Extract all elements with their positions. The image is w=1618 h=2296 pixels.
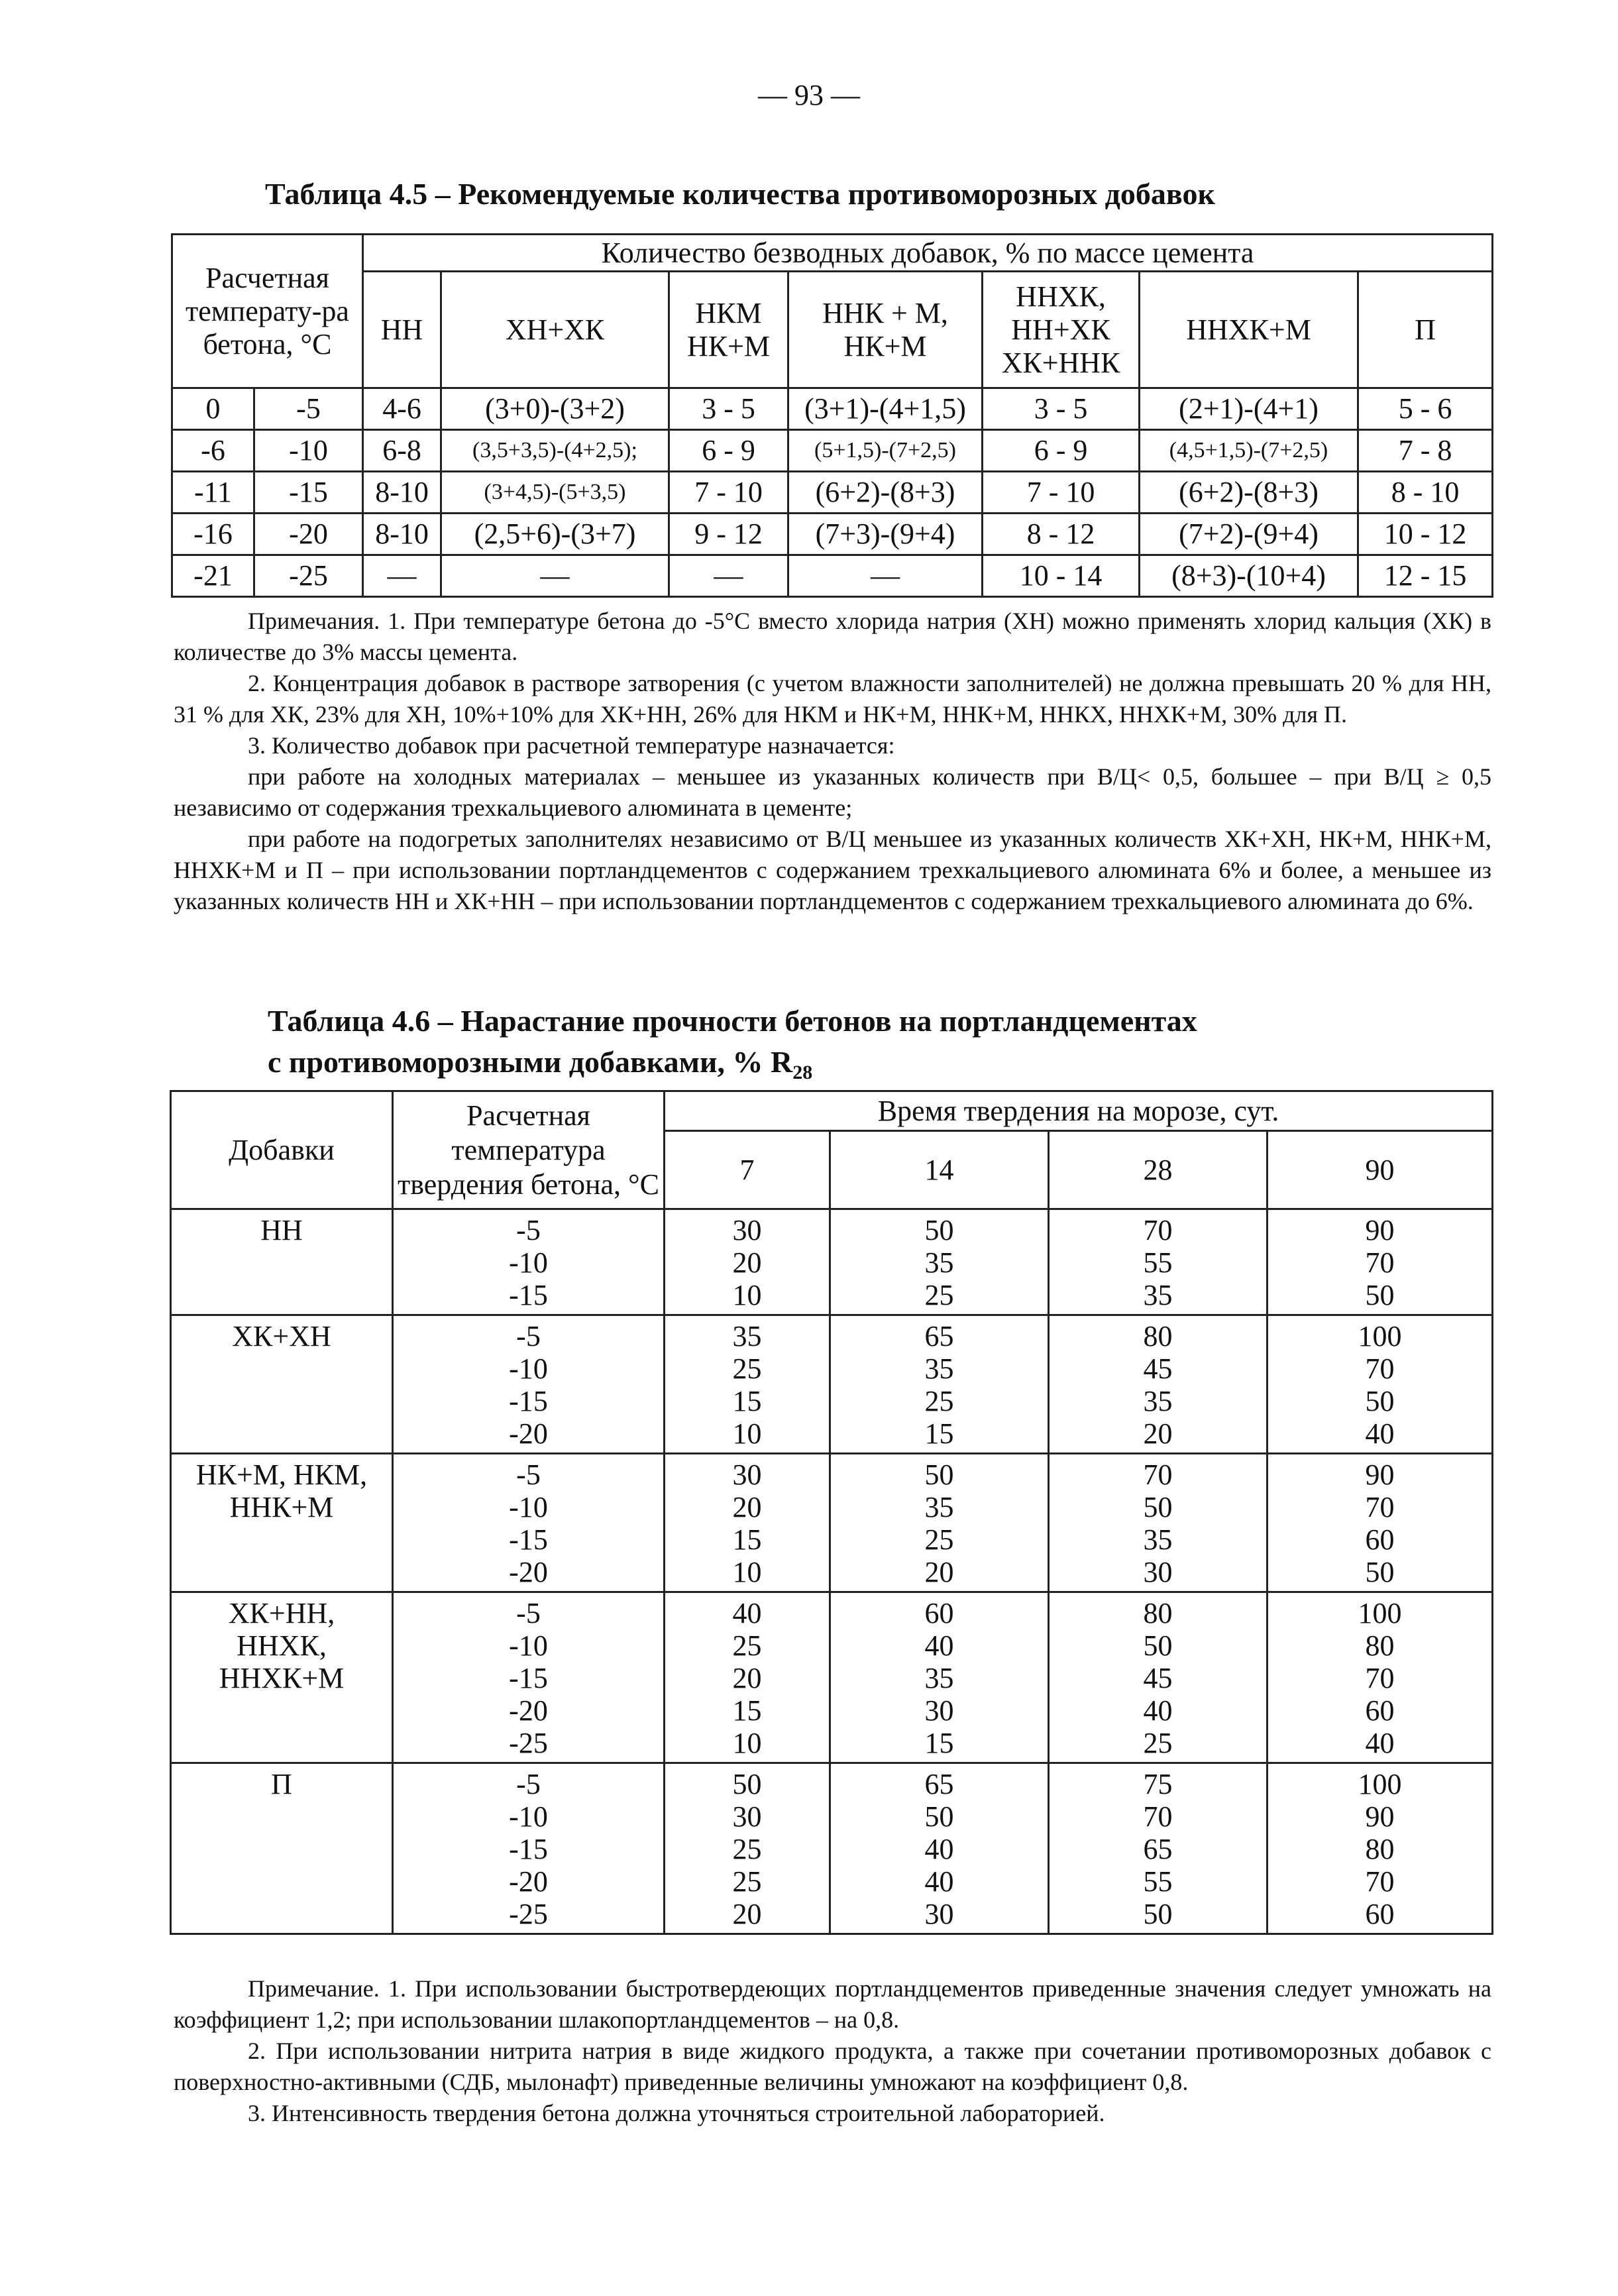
table-cell: (5+1,5)-(7+2,5) (788, 430, 983, 472)
table-cell: 5 - 6 (1358, 388, 1493, 430)
additive-cell: НК+М, НКМ, ННК+М (171, 1454, 393, 1592)
temperature-header: Расчетная температу-ра бетона, °C (172, 235, 363, 388)
curing-temperature-header: Расчетная температура твердения бетона, °С (393, 1091, 665, 1209)
strength-cell: 30 20 15 10 (665, 1454, 830, 1592)
amount-header: Количество безводных добавок, % по массе цемента (363, 235, 1493, 272)
table-row-group (171, 1592, 1493, 1763)
table-cell: — (669, 555, 788, 597)
table-cell: 6 - 9 (669, 430, 788, 472)
column-header: П (1358, 272, 1493, 388)
table-cell: -20 (254, 514, 363, 555)
strength-cell: 50 35 25 (830, 1209, 1049, 1315)
strength-cell: 80 50 45 40 25 (1049, 1592, 1267, 1763)
table-4-6 (170, 1090, 1493, 1935)
table-cell: (7+2)-(9+4) (1140, 514, 1358, 555)
table-cell: 4-6 (363, 388, 441, 430)
strength-cell: 40 25 20 15 10 (665, 1592, 830, 1763)
table-cell: 0 (172, 388, 254, 430)
table-cell: -5 (254, 388, 363, 430)
strength-cell: 100 80 70 60 40 (1267, 1592, 1493, 1763)
strength-cell: 70 55 35 (1049, 1209, 1267, 1315)
strength-cell: 65 35 25 15 (830, 1315, 1049, 1454)
table-cell: (3,5+3,5)-(4+2,5); (441, 430, 669, 472)
day-header: 7 (665, 1131, 830, 1209)
additive-cell: П (171, 1763, 393, 1934)
strength-cell: 30 20 10 (665, 1209, 830, 1315)
additive-header: Добавки (171, 1091, 393, 1209)
table-cell: 10 - 14 (983, 555, 1140, 597)
strength-cell: 65 50 40 40 30 (830, 1763, 1049, 1934)
day-header: 90 (1267, 1131, 1493, 1209)
table-row (172, 555, 1493, 597)
table-cell: (3+0)-(3+2) (441, 388, 669, 430)
column-header: НКМ НК+М (669, 272, 788, 388)
table-cell: (4,5+1,5)-(7+2,5) (1140, 430, 1358, 472)
table-cell: 8 - 10 (1358, 472, 1493, 514)
note-paragraph: 3. Количество добавок при расчетной температуре назначается: (248, 732, 895, 759)
table-row (172, 472, 1493, 514)
table-4-5-body (172, 388, 1493, 597)
table-cell: (3+1)-(4+1,5) (788, 388, 983, 430)
strength-cell: 35 25 15 10 (665, 1315, 830, 1454)
table-cell: -16 (172, 514, 254, 555)
column-header: ХН+ХК (441, 272, 669, 388)
additive-cell: ХК+ХН (171, 1315, 393, 1454)
table-cell: 8-10 (363, 472, 441, 514)
temperature-cell: -5 -10 -15 (393, 1209, 665, 1315)
strength-cell: 75 70 65 55 50 (1049, 1763, 1267, 1934)
note-paragraph: 2. Концентрация добавок в растворе затворения (с учетом влажности заполнителей) не должна превышать 20 % для НН, 31 % для ХК, 23% для ХН, 10%+10% для ХК+НН, 26% для НКМ и НК+М, ННК+М, ННКХ, ННХК+М, 30% для П. (174, 670, 1491, 728)
additive-cell: ХК+НН, ННХК, ННХК+М (171, 1592, 393, 1763)
additive-cell: НН (171, 1209, 393, 1315)
table-cell: -10 (254, 430, 363, 472)
strength-cell: 50 35 25 20 (830, 1454, 1049, 1592)
table-cell: -6 (172, 430, 254, 472)
table-cell: (3+4,5)-(5+3,5) (441, 472, 669, 514)
column-header: ННХК, НН+ХК ХК+ННК (983, 272, 1140, 388)
table-row-group (171, 1209, 1493, 1315)
table-cell: 7 - 8 (1358, 430, 1493, 472)
strength-cell: 100 90 80 70 60 (1267, 1763, 1493, 1934)
time-header: Время твердения на морозе, сут. (665, 1091, 1493, 1131)
table-cell: (6+2)-(8+3) (788, 472, 983, 514)
table-cell: 8-10 (363, 514, 441, 555)
strength-cell: 80 45 35 20 (1049, 1315, 1267, 1454)
table-cell: (7+3)-(9+4) (788, 514, 983, 555)
table-4-5-notes (174, 606, 1491, 917)
table-4-6-body (171, 1209, 1493, 1934)
note-paragraph: при работе на подогретых заполнителях независимо от В/Ц меньшее из указанных количеств ХК+ХН, НК+М, ННК+М, ННХК+М и П – при использовании портландцементов с содержанием трехкальциевого алюмината 6% и более, а меньшее из указанных количеств НН и ХК+НН – при использовании портландцементов с содержанием трехкальциевого алюмината до 6%. (174, 826, 1491, 914)
column-header: ННХК+М (1140, 272, 1358, 388)
strength-cell: 100 70 50 40 (1267, 1315, 1493, 1454)
temperature-cell: -5 -10 -15 -20 (393, 1315, 665, 1454)
note-paragraph: Примечания. 1. При температуре бетона до -5°С вместо хлорида натрия (ХН) можно применять хлорид кальция (ХК) в количестве до 3% массы цемента. (174, 608, 1491, 665)
strength-cell: 60 40 35 30 15 (830, 1592, 1049, 1763)
strength-cell: 70 50 35 30 (1049, 1454, 1267, 1592)
strength-cell: 90 70 50 (1267, 1209, 1493, 1315)
table-4-6-title-line2: с противоморозными добавками, % R (268, 1045, 793, 1079)
note-paragraph: при работе на холодных материалах – меньшее из указанных количеств при В/Ц< 0,5, большее – при В/Ц ≥ 0,5 независимо от содержания трехкальциевого алюмината в цементе; (174, 763, 1491, 821)
table-row (172, 430, 1493, 472)
table-row (172, 514, 1493, 555)
table-cell: — (788, 555, 983, 597)
table-row-group (171, 1454, 1493, 1592)
note-paragraph: 2. При использовании нитрита натрия в виде жидкого продукта, а также при сочетании противоморозных добавок с поверхностно-активными (СДБ, мылонафт) приведенные величины умножают на коэффициент 0,8. (174, 2038, 1491, 2095)
temperature-cell: -5 -10 -15 -20 -25 (393, 1592, 665, 1763)
table-cell: -25 (254, 555, 363, 597)
temperature-cell: -5 -10 -15 -20 -25 (393, 1763, 665, 1934)
strength-cell: 90 70 60 50 (1267, 1454, 1493, 1592)
table-row-group (171, 1315, 1493, 1454)
table-cell: 7 - 10 (669, 472, 788, 514)
table-cell: (6+2)-(8+3) (1140, 472, 1358, 514)
table-row-group (171, 1763, 1493, 1934)
table-cell: 3 - 5 (669, 388, 788, 430)
table-cell: (2,5+6)-(3+7) (441, 514, 669, 555)
page-number: — 93 — (758, 79, 860, 111)
day-header: 14 (830, 1131, 1049, 1209)
table-cell: 3 - 5 (983, 388, 1140, 430)
note-paragraph: Примечание. 1. При использовании быстротвердеющих портландцементов приведенные значения следует умножать на коэффициент 1,2; при использовании шлакопортландцементов – на 0,8. (174, 1975, 1491, 2033)
temperature-cell: -5 -10 -15 -20 (393, 1454, 665, 1592)
day-header: 28 (1049, 1131, 1267, 1209)
note-paragraph: 3. Интенсивность твердения бетона должна уточняться строительной лабораторией. (248, 2100, 1105, 2126)
table-4-5-title: Таблица 4.5 – Рекомендуемые количества противоморозных добавок (265, 177, 1215, 211)
table-row (172, 388, 1493, 430)
table-cell: — (441, 555, 669, 597)
table-4-5 (171, 233, 1493, 598)
table-cell: 10 - 12 (1358, 514, 1493, 555)
table-4-6-title (268, 1001, 1197, 1093)
table-cell: 9 - 12 (669, 514, 788, 555)
table-cell: 6-8 (363, 430, 441, 472)
table-cell: 8 - 12 (983, 514, 1140, 555)
table-cell: (2+1)-(4+1) (1140, 388, 1358, 430)
column-header: НН (363, 272, 441, 388)
r28-subscript: 28 (792, 1062, 813, 1084)
column-header: ННК + М, НК+М (788, 272, 983, 388)
table-cell: 6 - 9 (983, 430, 1140, 472)
strength-cell: 50 30 25 25 20 (665, 1763, 830, 1934)
table-4-6-title-line1: Таблица 4.6 – Нарастание прочности бетонов на портландцементах (268, 1004, 1197, 1038)
table-cell: -21 (172, 555, 254, 597)
table-cell: 12 - 15 (1358, 555, 1493, 597)
table-cell: (8+3)-(10+4) (1140, 555, 1358, 597)
table-cell: -11 (172, 472, 254, 514)
table-cell: — (363, 555, 441, 597)
table-cell: 7 - 10 (983, 472, 1140, 514)
table-cell: -15 (254, 472, 363, 514)
table-4-6-notes (174, 1973, 1491, 2129)
